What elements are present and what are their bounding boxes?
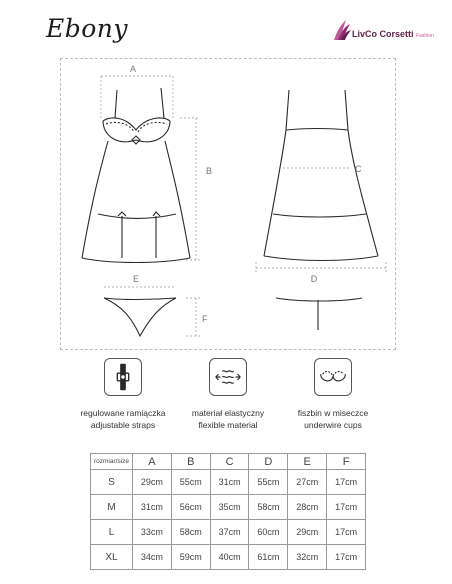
chemise-back-drawing [264, 90, 378, 261]
table-row [91, 470, 366, 495]
value-cell: 32cm [288, 545, 327, 570]
feature-adjustable-straps [104, 358, 142, 396]
underwire-cups-icon [315, 359, 351, 395]
value-cell: 17cm [327, 520, 366, 545]
value-cell: 34cm [133, 545, 172, 570]
column-header-a: A [133, 454, 172, 470]
size-cell: S [91, 470, 133, 495]
value-cell: 59cm [171, 545, 210, 570]
dimension-label-b: B [206, 166, 213, 176]
value-cell: 40cm [210, 545, 249, 570]
table-row [91, 545, 366, 570]
size-cell: L [91, 520, 133, 545]
size-table [90, 453, 366, 570]
column-header-d: D [249, 454, 288, 470]
size-cell: XL [91, 545, 133, 570]
size-cell: M [91, 495, 133, 520]
size-table-corner: rozmiar/size [91, 454, 133, 470]
value-cell: 55cm [249, 470, 288, 495]
product-title: Ebony [46, 14, 129, 43]
column-header-c: C [210, 454, 249, 470]
adjustable-strap-icon [105, 359, 141, 395]
size-table-header-row [91, 454, 366, 470]
dimension-label-f: F [202, 314, 208, 324]
feature-label-flexible-material: materiał elastyczny flexible material [191, 408, 265, 430]
feature-flexible-material [209, 358, 247, 396]
column-header-b: B [171, 454, 210, 470]
thong-front-drawing [104, 298, 176, 336]
value-cell: 60cm [249, 520, 288, 545]
value-cell: 28cm [288, 495, 327, 520]
dimension-label-c: C [355, 164, 362, 174]
dimension-label-d: D [310, 274, 318, 284]
value-cell: 31cm [210, 470, 249, 495]
value-cell: 31cm [133, 495, 172, 520]
table-row [91, 495, 366, 520]
brand-tagline: Fashion [416, 33, 434, 39]
thong-back-drawing [276, 298, 362, 330]
value-cell: 29cm [133, 470, 172, 495]
value-cell: 37cm [210, 520, 249, 545]
chemise-front-drawing [82, 88, 190, 263]
value-cell: 33cm [133, 520, 172, 545]
value-cell: 58cm [171, 520, 210, 545]
column-header-f: F [327, 454, 366, 470]
value-cell: 27cm [288, 470, 327, 495]
table-row [91, 520, 366, 545]
dimension-label-e: E [132, 274, 140, 284]
value-cell: 17cm [327, 470, 366, 495]
value-cell: 17cm [327, 545, 366, 570]
value-cell: 61cm [249, 545, 288, 570]
feature-label-underwire-cups: fiszbin w miseczce underwire cups [297, 408, 369, 430]
value-cell: 29cm [288, 520, 327, 545]
feature-underwire-cups [314, 358, 352, 396]
brand-name: LivCo Corsetti Fashion [352, 29, 434, 39]
value-cell: 56cm [171, 495, 210, 520]
value-cell: 55cm [171, 470, 210, 495]
value-cell: 17cm [327, 495, 366, 520]
column-header-e: E [288, 454, 327, 470]
value-cell: 58cm [249, 495, 288, 520]
feature-label-adjustable-straps: regulowane ramiączka adjustable straps [80, 408, 166, 430]
value-cell: 35cm [210, 495, 249, 520]
flexible-material-icon [210, 359, 246, 395]
dimension-label-a: A [129, 64, 137, 74]
